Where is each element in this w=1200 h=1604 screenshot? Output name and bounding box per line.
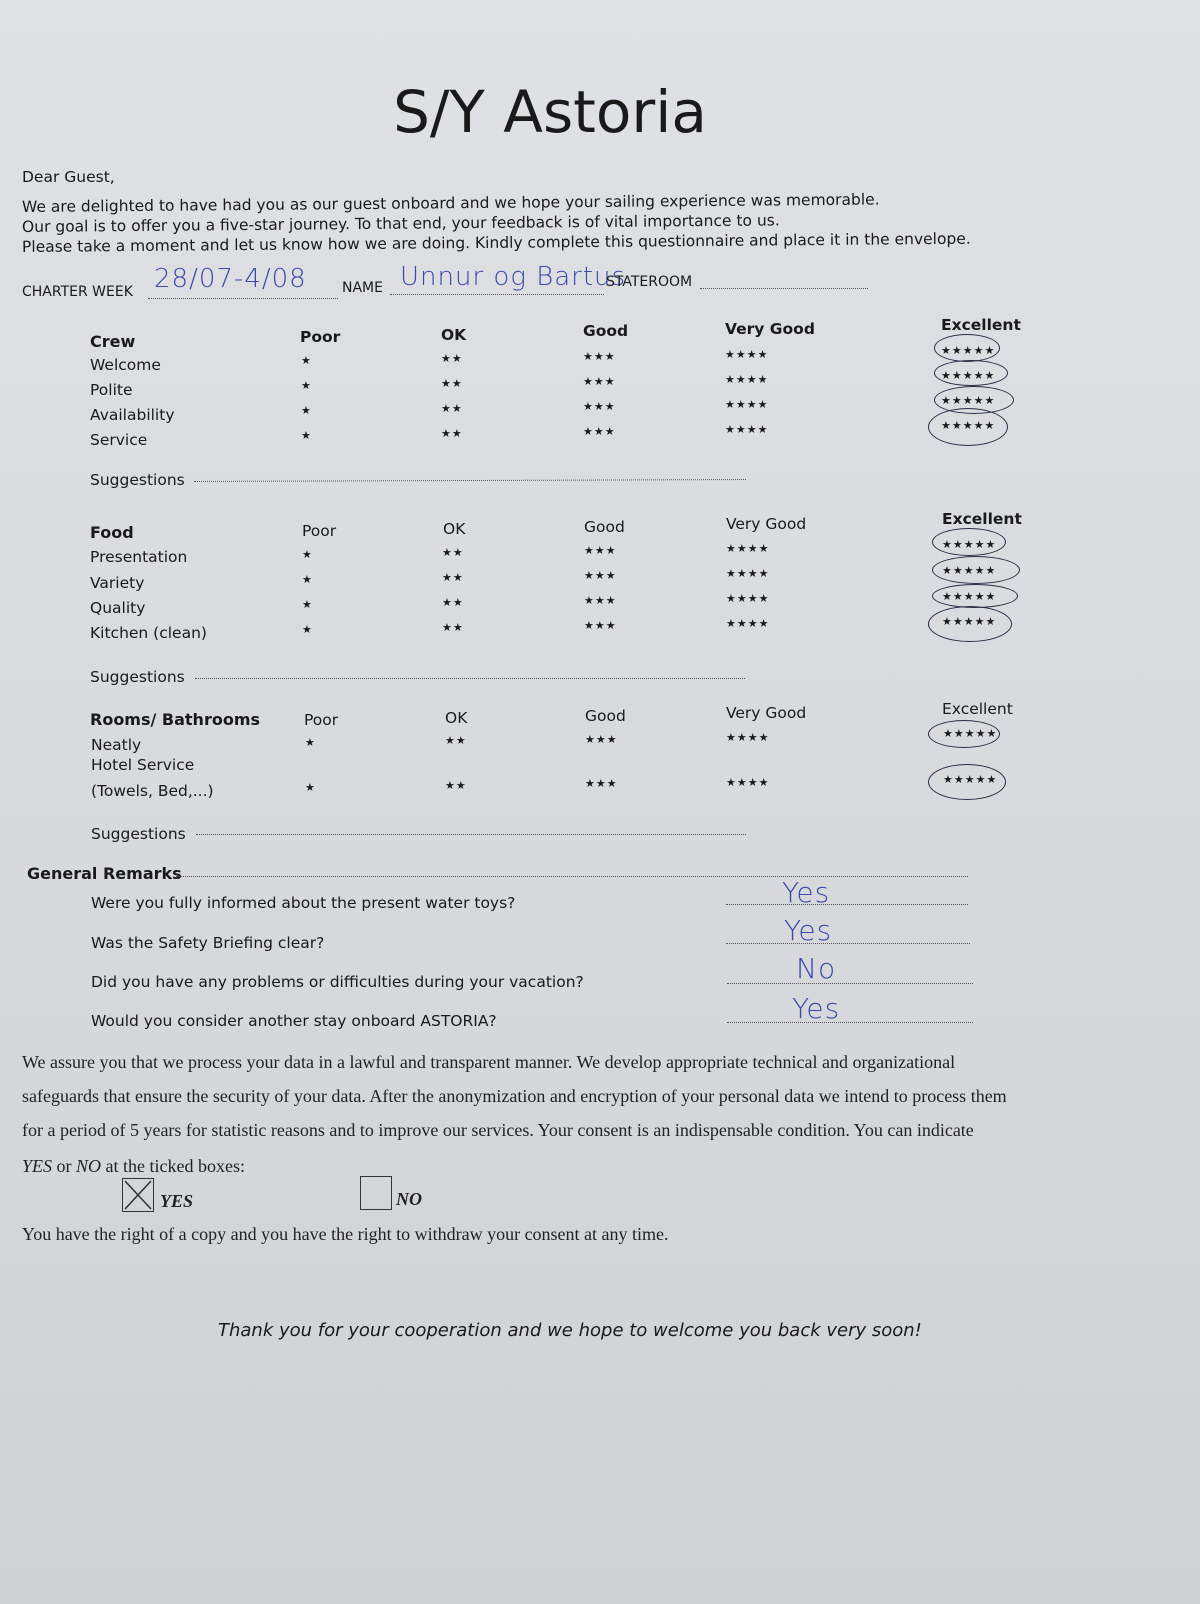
- rating-option[interactable]: ★★★★: [725, 398, 769, 411]
- rating-option[interactable]: ★★★★★: [942, 564, 997, 577]
- yes-word: YES: [22, 1156, 53, 1176]
- question-problems: Did you have any problems or difficulties during your vacation?: [91, 973, 584, 991]
- col-excellent: Excellent: [942, 700, 1013, 718]
- rating-option[interactable]: ★: [302, 548, 313, 561]
- rating-option[interactable]: ★★: [441, 352, 463, 365]
- rating-option[interactable]: ★★★: [584, 619, 617, 632]
- question-water-toys: Were you fully informed about the present water toys?: [91, 894, 516, 912]
- rating-option[interactable]: ★★★★★: [941, 344, 996, 357]
- closing-message: Thank you for your cooperation and we hope to welcome you back very soon!: [218, 1320, 922, 1341]
- col-poor: Poor: [302, 522, 337, 540]
- rating-option[interactable]: ★: [301, 354, 312, 367]
- answer-line: [727, 983, 973, 984]
- item-availability: Availability: [90, 406, 175, 424]
- rating-option[interactable]: ★★★: [583, 400, 616, 413]
- consent-yes-label: YES: [160, 1191, 194, 1211]
- privacy-line-2: safeguards that ensure the security of your data. After the anonymization and encryption of your personal data we intend to process them: [22, 1086, 1007, 1106]
- col-excellent: Excellent: [942, 510, 1022, 528]
- consent-no-label: NO: [396, 1189, 422, 1209]
- consent-no-checkbox[interactable]: [360, 1176, 392, 1210]
- rating-option[interactable]: ★★★: [583, 350, 616, 363]
- selected-circle: [932, 528, 1006, 556]
- page-title: S/Y Astoria: [393, 78, 707, 146]
- rating-option[interactable]: ★★★: [585, 777, 618, 790]
- rating-option[interactable]: ★★: [442, 546, 464, 559]
- rating-option[interactable]: ★: [305, 781, 316, 794]
- rating-option[interactable]: ★★★★: [726, 776, 770, 789]
- item-towels-bed: (Towels, Bed,...): [91, 782, 214, 800]
- rating-option[interactable]: ★★★★: [725, 373, 769, 386]
- rating-option[interactable]: ★★★★: [726, 592, 770, 605]
- rating-option[interactable]: ★★★★★: [941, 369, 996, 382]
- col-ok: OK: [443, 520, 466, 538]
- rating-option[interactable]: ★: [302, 598, 313, 611]
- question-another-stay: Would you consider another stay onboard ASTORIA?: [91, 1012, 497, 1030]
- col-ok: OK: [441, 326, 467, 344]
- name-label: NAME: [342, 280, 383, 296]
- stateroom-label: STATEROOM: [606, 274, 693, 290]
- rating-option[interactable]: ★★: [442, 571, 464, 584]
- rating-option[interactable]: ★★★★: [726, 542, 770, 555]
- answer-problems[interactable]: No: [796, 952, 837, 985]
- rating-option[interactable]: ★★: [445, 734, 467, 747]
- rating-option[interactable]: ★★★: [584, 594, 617, 607]
- charter-week-field[interactable]: 28/07-4/08: [154, 264, 307, 294]
- section-title: Food: [90, 523, 134, 542]
- answer-line: [727, 1022, 973, 1023]
- item-polite: Polite: [90, 381, 133, 399]
- rating-option[interactable]: ★★: [441, 377, 463, 390]
- general-remarks-field[interactable]: [176, 876, 968, 877]
- rating-option[interactable]: ★★★★★: [942, 590, 997, 603]
- rating-option[interactable]: ★★: [441, 427, 463, 440]
- rating-option[interactable]: ★★★★: [726, 731, 770, 744]
- rating-option[interactable]: ★★★★★: [943, 727, 998, 740]
- rights-text: You have the right of a copy and you have the right to withdraw your consent at any time.: [22, 1224, 669, 1244]
- consent-yes-checkbox[interactable]: [122, 1178, 154, 1212]
- or-word: or: [52, 1156, 77, 1176]
- intro-line-1: We are delighted to have had you as our guest onboard and we hope your sailing experience was memorable.: [21, 190, 880, 216]
- selected-circle: [934, 334, 1000, 362]
- answer-safety-briefing[interactable]: Yes: [784, 914, 833, 947]
- selected-circle: [928, 408, 1008, 446]
- rating-option[interactable]: ★★: [442, 621, 464, 634]
- answer-another-stay[interactable]: Yes: [792, 992, 841, 1025]
- check-x-icon: [123, 1179, 153, 1211]
- answer-water-toys[interactable]: Yes: [782, 876, 831, 909]
- question-safety-briefing: Was the Safety Briefing clear?: [91, 934, 325, 952]
- general-remarks-label: General Remarks: [27, 864, 182, 883]
- item-neatly: Neatly: [91, 736, 142, 754]
- col-poor: Poor: [300, 328, 341, 346]
- section-title: Rooms/ Bathrooms: [90, 710, 261, 729]
- privacy-line-4: [22, 1156, 245, 1177]
- col-poor: Poor: [304, 711, 339, 729]
- ticked-boxes-text: at the ticked boxes:: [101, 1156, 245, 1176]
- rating-option[interactable]: ★: [301, 379, 312, 392]
- col-good: Good: [583, 322, 629, 340]
- item-service: Service: [90, 431, 148, 449]
- intro-line-3: Please take a moment and let us know how we are doing. Kindly complete this questionnaire and place it in the envelope.: [21, 229, 971, 256]
- rating-option[interactable]: ★: [305, 736, 316, 749]
- col-good: Good: [584, 518, 625, 536]
- selected-circle: [934, 360, 1008, 386]
- selected-circle: [928, 764, 1006, 800]
- suggestions-label: Suggestions: [90, 471, 185, 489]
- rating-option[interactable]: ★★★: [583, 375, 616, 388]
- charter-week-line: [148, 298, 338, 299]
- stateroom-field[interactable]: [700, 288, 868, 289]
- rating-option[interactable]: ★★★★★: [941, 394, 996, 407]
- suggestions-label: Suggestions: [90, 668, 185, 686]
- answer-line: [726, 943, 970, 944]
- suggestions-field[interactable]: [194, 479, 746, 482]
- rating-option[interactable]: ★★★★★: [942, 615, 997, 628]
- rating-option[interactable]: ★: [301, 429, 312, 442]
- suggestions-field[interactable]: [196, 834, 746, 835]
- suggestions-label: Suggestions: [91, 825, 186, 843]
- rating-option[interactable]: ★★: [445, 779, 467, 792]
- rating-option[interactable]: ★★★★★: [943, 773, 998, 786]
- rating-option[interactable]: ★: [302, 573, 313, 586]
- suggestions-field[interactable]: [195, 678, 745, 679]
- selected-circle: [928, 606, 1012, 642]
- name-field[interactable]: Unnur og Bartus: [400, 262, 627, 292]
- item-hotel-service: Hotel Service: [91, 756, 195, 774]
- privacy-line-3: for a period of 5 years for statistic reasons and to improve our services. Your consent is an indispensable condition. You can indicate: [22, 1120, 974, 1140]
- item-welcome: Welcome: [90, 356, 161, 374]
- col-excellent: Excellent: [941, 316, 1021, 334]
- selected-circle: [932, 584, 1018, 608]
- rating-option[interactable]: ★★★★: [725, 348, 769, 361]
- item-quality: Quality: [90, 599, 146, 617]
- rating-option[interactable]: ★: [302, 623, 313, 636]
- selected-circle: [932, 556, 1020, 584]
- rating-option[interactable]: ★★★: [584, 569, 617, 582]
- rating-option[interactable]: ★★: [442, 596, 464, 609]
- greeting: Dear Guest,: [22, 168, 115, 186]
- rating-option[interactable]: ★: [301, 404, 312, 417]
- rating-option[interactable]: ★★★: [584, 544, 617, 557]
- rating-option[interactable]: ★★★★: [726, 617, 770, 630]
- col-very-good: Very Good: [726, 515, 807, 533]
- item-variety: Variety: [90, 574, 145, 592]
- rating-option[interactable]: ★★★: [583, 425, 616, 438]
- rating-option[interactable]: ★★★★: [726, 567, 770, 580]
- col-very-good: Very Good: [725, 320, 815, 338]
- col-good: Good: [585, 707, 626, 725]
- col-very-good: Very Good: [726, 704, 807, 722]
- rating-option[interactable]: ★★★★★: [941, 419, 996, 432]
- rating-option[interactable]: ★★★★: [725, 423, 769, 436]
- rating-option[interactable]: ★★★: [585, 733, 618, 746]
- rating-option[interactable]: ★★: [441, 402, 463, 415]
- charter-week-label: CHARTER WEEK: [22, 284, 133, 300]
- selected-circle: [928, 720, 1000, 748]
- no-word: NO: [76, 1156, 102, 1176]
- privacy-line-1: We assure you that we process your data in a lawful and transparent manner. We develop appropriate technical and organizational: [22, 1052, 956, 1072]
- intro-line-2: Our goal is to offer you a five-star journey. To that end, your feedback is of vital importance to us.: [21, 211, 780, 236]
- rating-option[interactable]: ★★★★★: [942, 538, 997, 551]
- section-title: Crew: [90, 332, 136, 351]
- item-presentation: Presentation: [90, 548, 188, 566]
- answer-line: [726, 904, 968, 905]
- name-line: [390, 294, 604, 295]
- col-ok: OK: [445, 709, 468, 727]
- item-kitchen: Kitchen (clean): [90, 624, 207, 642]
